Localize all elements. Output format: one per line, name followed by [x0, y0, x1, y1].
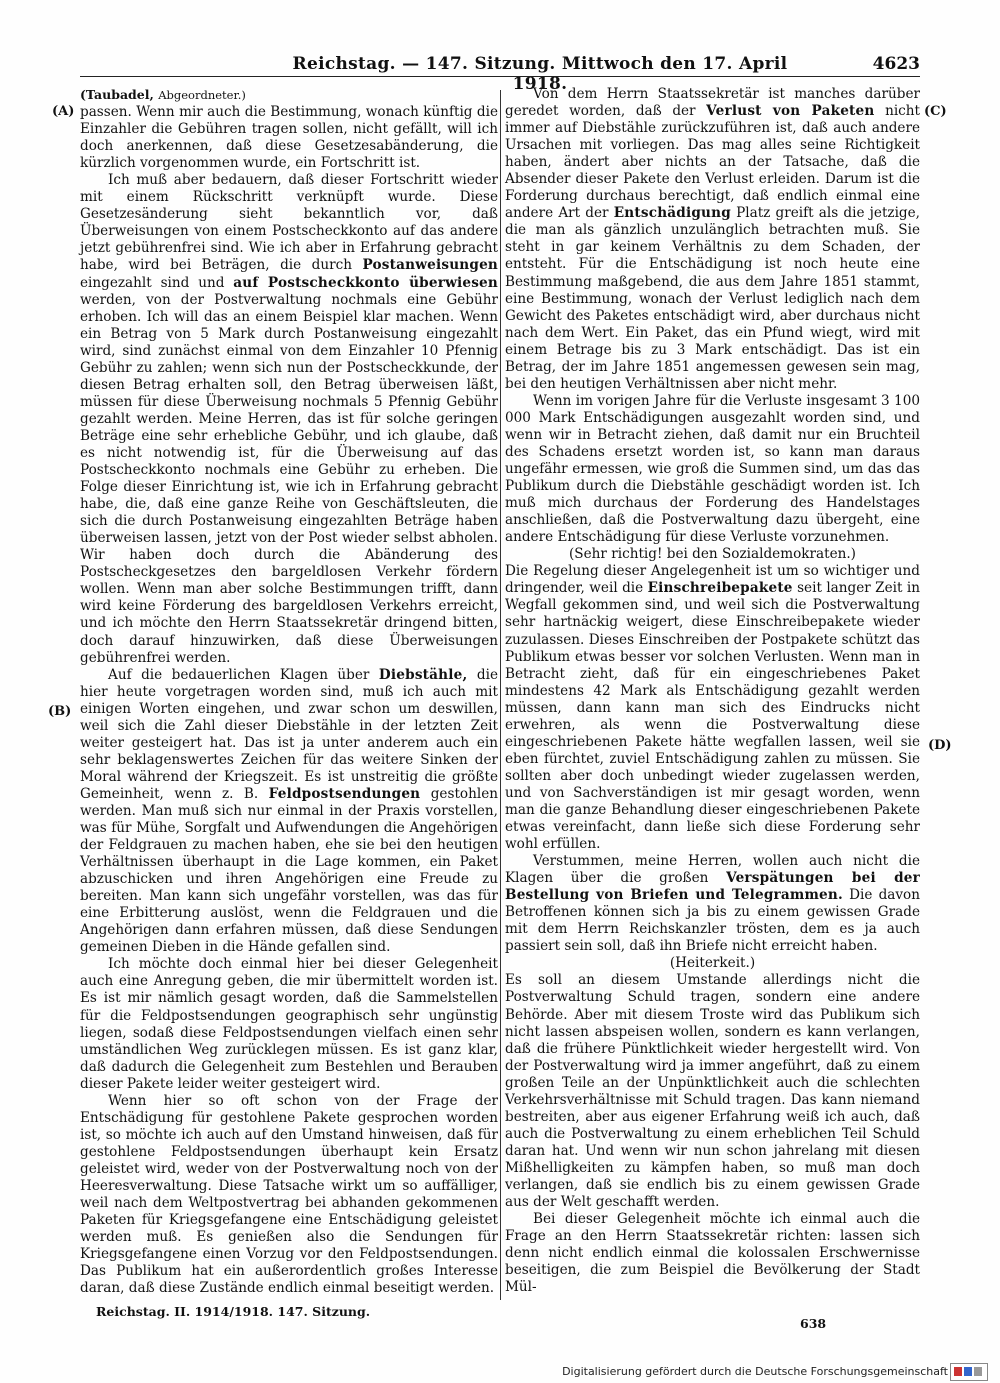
emphasis: Feldpostsendungen: [268, 785, 421, 802]
emphasis: auf Postscheckkonto überwiesen: [233, 274, 498, 291]
speaker-line: [80, 86, 498, 104]
dfg-logo-icon: [950, 1363, 988, 1381]
paragraph: Von dem Herrn Staatssekretär ist manches darüber geredet worden, daß der Verlust von Paketen nicht immer auf Diebstähle zurückzuführen ist, daß auch andere Ursachen mit vorliegen. Das mag alles seine Richtigkeit haben, ändert aber nichts an der Tatsache, daß die Absender dieser Pakete den Verlust erleiden. Darum ist die Forderung durchaus berechtigt, daß endlich einmal eine andere Art der Entschädigung Platz greift als die jetzige, die man als gänzlich unzulänglich betrachten muß. Sie steht in gar keinem Verhältnis zu dem Schaden, der entsteht. Für die Entschädigung ist noch heute eine Bestimmung maßgebend, die aus dem Jahre 1851 stammt, eine Bestimmung, wonach der Verlust lediglich nach dem Gewicht des Paketes entschädigt wird, aber durchaus nicht nach dem Wert. Ein Paket, das ein Pfund wiegt, wird mit einem Betrage bis zu 3 Mark entschädigt. Das ist ein Betrag, der im Jahre 1851 angemessen gewesen sein mag, bei den heutigen Verhältnissen aber nicht mehr.: [505, 86, 921, 392]
paragraph: Bei dieser Gelegenheit möchte ich einmal auch die Frage an den Herrn Staatssekretär richten: lassen sich denn nicht endlich einmal die kolossalen Erschwernisse beseitigen, die zum Beispiel die Bevölkerung der Stadt Mül-: [505, 1211, 920, 1296]
paragraph: Ich möchte doch einmal hier bei dieser Gelegenheit auch eine Anregung geben, die mir übermittelt worden ist. Es ist mir nämlich gesagt worden, daß die Sammelstellen für die Feldpostsendungen geographisch sehr ungünstig liegen, sodaß diese Feldpostsendungen vielfach einen sehr umständlichen Weg zurücklegen müssen. Es ist ganz klar, daß dadurch die Gelegenheit zum Bestehlen und Berauben dieser Pakete leider weiter gesteigert wird.: [80, 956, 498, 1092]
emphasis: Postanweisungen: [362, 257, 499, 274]
running-header: [80, 46, 920, 94]
emphasis: Verspätungen bei der Bestellung von Briefen und Telegrammen.: [505, 870, 920, 904]
paragraph: Es soll an diesem Umstande allerdings nicht die Postverwaltung Schuld tragen, sondern eine andere Behörde. Aber mit diesem Troste wird das Publikum sich nicht lassen abspeisen wollen, sondern es kann verlangen, daß die frühere Pünktlichkeit wieder hergestellt wird. Von der Postverwaltung wird ja immer angeführt, daß zu einem großen Teile an der Unpünktlichkeit auch die schlechten Verkehrsverhältnisse mit Schuld tragen. Das kann niemand bestreiten, aber aus eigener Erfahrung weiß ich auch, daß auch die Postverwaltung zu einem erheblichen Teil Schuld daran hat. Und wenn wir nun schon jahrelang mit diesen Mißhelligkeiten zu kämpfen haben, so muß man doch verlangen, daß sie endlich bis zu einem gewissen Grade aus der Welt geschafft werden.: [505, 972, 920, 1211]
paragraph: Auf die bedauerlichen Klagen über Diebstähle, die hier heute vorgetragen worden sind, muß ich auch mit einigen Worten eingehen, und zwar schon um deswillen, weil sich die Zahl dieser Diebstähle in der letzten Zeit weiter gesteigert hat. Das ist ja unter anderem auch ein sehr beklagenswertes Zeichen für das weitere Sinken der Moral während der Kriegszeit. Es ist unstreitig die größte Gemeinheit, wenn z. B. Feldpostsendungen gestohlen werden. Man muß sich nur einmal in der Praxis vorstellen, was für Mühe, Sorgfalt und Aufwendungen die Angehörigen der Feldgrauen zu machen haben, ehe sie bei den heutigen Verhältnissen überhaupt in die Lage kommen, ein Paket abzuschicken und ihren Angehörigen eine Freude zu bereiten. Man kann sich ungefähr vorstellen, was das für eine Erbitterung auslöst, wenn die Feldgrauen und die Angehörigen dann erfahren müssen, daß diese Sendungen gemeinen Dieben in die Hände gefallen sind.: [80, 666, 498, 956]
paragraph: Die Regelung dieser Angelegenheit ist um so wichtiger und dringender, weil die Einschreibepakete seit langer Zeit in Wegfall gekommen sind, und weil sich die Postverwaltung sehr hartnäckig weigert, diese Einschreibepakete wieder zuzulassen. Dieses Einschreiben der Postpakete schützt das Publikum etwas besser vor solchen Verlusten. Wenn man in Betracht zieht, daß für ein eingeschriebenes Paket mindestens 42 Mark als Entschädigung gezahlt werden müssen, dann kann man sich des Eindrucks nicht erwehren, als wenn die Postverwaltung diese eingeschriebenen Pakete hätte wegfallen lassen, weil sie eben fürchtet, zuviel Entschädigung zahlen zu müssen. Sie sollten aber doch unbedingt wieder zugelassen werden, und von Sachverständigen ist mir gesagt worden, wenn man die ganze Behandlung dieser eingeschriebenen Pakete etwas vereinfacht, dann ließe sich diese Forderung sehr wohl erfüllen.: [505, 563, 920, 853]
page-number: 4623: [872, 54, 920, 74]
dfg-credit-text: Digitalisierung gefördert durch die Deutsche Forschungsgemeinschaft: [562, 1365, 948, 1378]
paragraph: Wenn im vorigen Jahre für die Verluste insgesamt 3 100 000 Mark Entschädigungen ausgezahlt worden sind, und wenn wir in Betracht ziehen, daß damit nur ein Bruchteil des Schadens ersetzt worden ist, so kann man daraus ungefähr ermessen, wie groß die Summen sind, um das das Publikum durch die Diebstähle geschädigt worden ist. Ich muß mich durchaus der Forderung des Handelstages anschließen, daß die Postverwaltung dazu übergeht, eine andere Entschädigung für diese Verluste vorzunehmen.: [505, 392, 920, 546]
interjection: (Sehr richtig! bei den Sozialdemokraten.): [569, 546, 856, 563]
paragraph: Verstummen, meine Herren, wollen auch nicht die Klagen über die großen Verspätungen bei der Bestellung von Briefen und Telegrammen. Die davon Betroffenen können sich ja bis zu einem gewissen Grade mit dem Herrn Reichskanzler trösten, dem es ja auch passiert sein soll, daß ihn Briefe nicht erreicht haben.: [505, 853, 920, 955]
dfg-credit: [562, 1362, 992, 1380]
footer-signature: Reichstag. II. 1914/1918. 147. Sitzung.: [96, 1304, 371, 1319]
speaker-role: Abgeordneter.): [158, 88, 246, 102]
paragraph: passen. Wenn mir auch die Bestimmung, wonach künftig die Einzahler die Gebühren tragen sollen, nicht gefällt, will ich doch anerkennen, daß diese Gesetzesabänderung, die kürzlich vorgenommen wurde, ein Fortschritt ist.: [80, 104, 498, 172]
paragraph: Wenn hier so oft schon von der Frage der Entschädigung für gestohlene Pakete gesprochen worden ist, so möchte ich auch auf den Umstand hinweisen, daß für gestohlene Feldpostsendungen überhaupt kein Ersatz geleistet wird, weder von der Postverwaltung noch von der Heeresverwaltung. Diese Tatsache wirkt um so auffälliger, weil nach dem Weltpostvertrag bei abhanden gekommenen Paketen für Kriegsgefangene eine Entschädigung geleistet werden muß. Es genießen also die Sendungen für Kriegsgefangene einen Vorzug vor den Feldpostsendungen. Das Publikum hat ein außerordentlich großes Interesse daran, daß diese Zustände endlich einmal beseitigt werden.: [80, 1092, 498, 1297]
paragraph: Ich muß aber bedauern, daß dieser Fortschritt wieder mit einem Rückschritt verknüpft wurde. Diese Gesetzesänderung sieht bekanntlich vor, daß Überweisungen von einem Postscheckkonto auf das andere jetzt gebührenfrei sind. Wie ich aber in Erfahrung gebracht habe, wird bei Beträgen, die durch Postanweisungen eingezahlt sind und auf Postscheckkonto überwiesen werden, von der Postverwaltung nochmals eine Gebühr erhoben. Ich will das an einem Beispiel klar machen. Wenn ein Betrag von 5 Mark durch Postanweisung eingezahlt wird, sind zunächst einmal von dem Einzahler 10 Pfennig Gebühr zu zahlen; wenn sich nun der Postscheckkunde, der diesen Betrag erhalten soll, den Betrag überweisen läßt, müssen für diese Überweisung nochmals 5 Pfennig Gebühr gezahlt werden. Meine Herren, das ist für solche geringen Beträge eine sehr erhebliche Gebühr, und ich glaube, daß es nicht notwendig ist, für die Überweisung auf das Postscheckkonto nochmals eine Gebühr zu erheben. Die Folge dieser Einrichtung ist, wie ich in Erfahrung gebracht habe, die, daß eine ganze Reihe von Geschäftsleuten, die sich die durch Postanweisung eingezahlten Beträge haben überweisen lassen, jetzt von der Post wieder selbst abholen. Wir haben doch durch die Abänderung des Postscheckgesetzes den bargeldlosen Verkehr fördern wollen. Wenn man aber solche Bestimmungen trifft, dann wird keine Förderung des bargeldlosen Verkehrs erreicht, und ich möchte den Herrn Staatssekretär dringend bitten, doch darauf hinzuwirken, daß diese Überweisungen gebührenfrei werden.: [80, 172, 499, 666]
emphasis: Verlust von Paketen: [706, 103, 875, 120]
column-divider: [500, 90, 501, 1300]
interjection: (Heiterkeit.): [669, 955, 756, 972]
margin-marker-c: (C): [924, 104, 947, 119]
margin-marker-b: (B): [48, 704, 72, 719]
emphasis: Diebstähle,: [378, 666, 468, 683]
left-column: [80, 86, 498, 1297]
right-column: [505, 86, 920, 1296]
footer-sheet-number: 638: [800, 1316, 827, 1331]
emphasis: Entschädigung: [613, 205, 731, 222]
margin-marker-a: (A): [52, 104, 75, 119]
emphasis: Einschreibepakete: [647, 580, 793, 597]
page-title: Reichstag. — 147. Sitzung. Mittwoch den 17. April 1918.: [292, 54, 788, 94]
header-rule: [80, 76, 920, 77]
margin-marker-d: (D): [928, 738, 952, 753]
speaker-name: (Taubadel,: [80, 87, 154, 102]
